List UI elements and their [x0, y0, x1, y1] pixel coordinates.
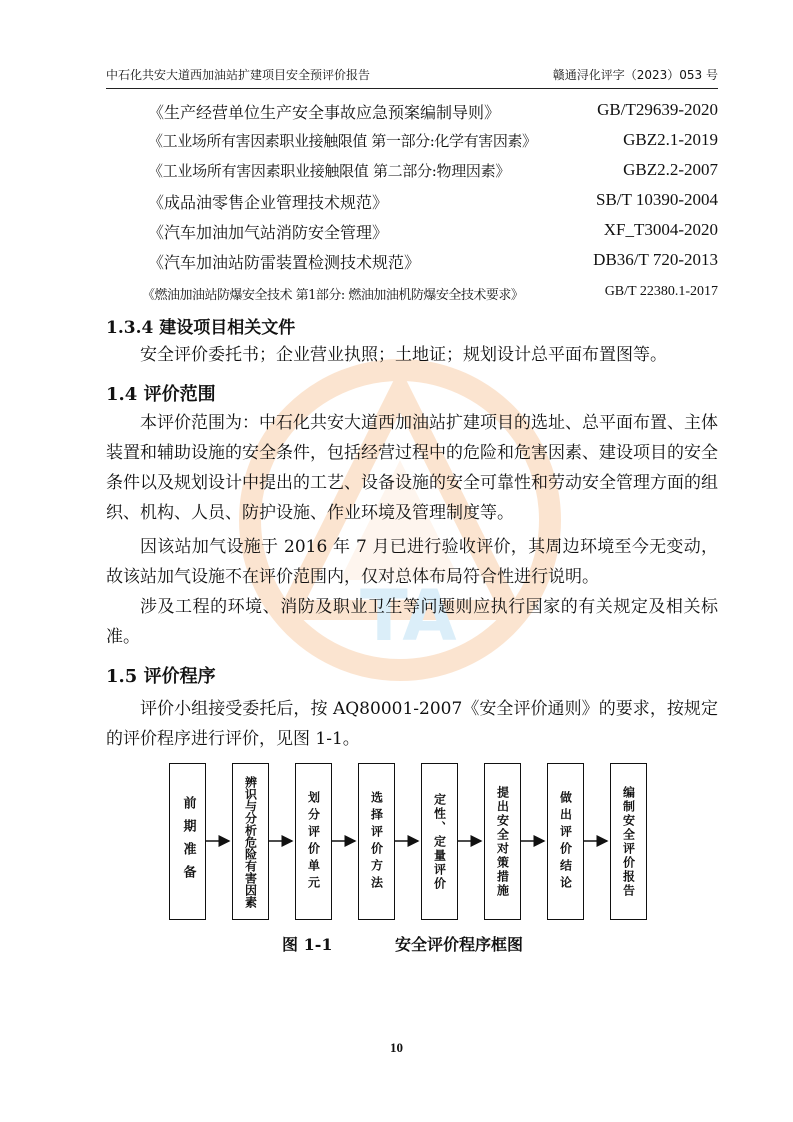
- standard-title: 《工业场所有害因素职业接触限值 第一部分:化学有害因素》: [148, 132, 537, 150]
- flow-step-safety-measures: [484, 763, 521, 920]
- flow-step-hazard-identification: [232, 763, 269, 920]
- standard-code: XF_T3004-2020: [603, 220, 718, 239]
- standard-code: GB/T29639-2020: [597, 100, 718, 119]
- flow-step-compile-report: [610, 763, 647, 920]
- standard-code: GB/T 22380.1-2017: [604, 284, 718, 299]
- figure-caption: 安全评价程序框图: [395, 935, 524, 954]
- standard-title: 《工业场所有害因素职业接触限值 第二部分:物理因素》: [148, 162, 511, 180]
- standard-code: GBZ2.1-2019: [623, 130, 718, 149]
- flow-step-label: 定性、定量评价: [432, 792, 447, 891]
- header-report-title: 中石化共安大道西加油站扩建项目安全预评价报告: [106, 68, 371, 82]
- flow-step-label: 编制安全评价报告: [621, 785, 636, 898]
- standard-title: 《成品油零售企业管理技术规范》: [148, 193, 389, 212]
- standard-row: [148, 130, 718, 158]
- heading-1-5: 1.5 评价程序: [106, 666, 216, 687]
- flow-step-label: 划分评价单元: [306, 790, 321, 893]
- standard-row: [148, 100, 718, 128]
- standard-title: 《汽车加油加气站消防安全管理》: [148, 223, 389, 242]
- standard-code: DB36/T 720-2013: [593, 250, 718, 269]
- standard-code: SB/T 10390-2004: [595, 190, 718, 209]
- standard-title: 《燃油加油站防爆安全技术 第1部分: 燃油加油机防爆安全技术要求》: [142, 288, 524, 303]
- paragraph-scope-1: 本评价范围为：中石化共安大道西加油站扩建项目的选址、总平面布置、主体装置和辅助设施的安全条件，包括经营过程中的危险和危害因素、建设项目的安全条件以及规划设计中提出的工艺、设备设施的安全可靠性和劳动安全管理方面的组织、机构、人员、防护设施、作业环境及管理制度等。: [106, 413, 718, 523]
- svg-text:TA: TA: [360, 575, 457, 657]
- standard-row: [142, 284, 718, 312]
- paragraph-related-files: 安全评价委托书；企业营业执照；土地证；规划设计总平面布置图等。: [140, 345, 667, 365]
- standard-row: [148, 250, 718, 278]
- flow-step-label: 提出安全对策措施: [495, 785, 510, 898]
- standard-code: GBZ2.2-2007: [623, 160, 718, 179]
- standard-title: 《生产经营单位生产安全事故应急预案编制导则》: [148, 103, 501, 122]
- flow-step-label: 做出评价结论: [558, 790, 573, 893]
- paragraph-procedure: 评价小组接受委托后，按 AQ80001-2007《安全评价通则》的要求，按规定的评价程序进行评价，见图 1-1。: [106, 699, 718, 749]
- flow-step-divide-units: [295, 763, 332, 920]
- flow-step-qualitative-quantitative: [421, 763, 458, 920]
- flow-step-prep: [169, 763, 206, 920]
- standard-row: [148, 160, 718, 188]
- flow-step-label: 辨识与分析危险有害因素: [243, 775, 258, 908]
- figure-number: 图 1-1: [282, 935, 333, 954]
- standard-title: 《汽车加油站防雷装置检测技术规范》: [148, 253, 421, 272]
- heading-1-4: 1.4 评价范围: [106, 384, 216, 405]
- flow-step-conclusion: [547, 763, 584, 920]
- heading-1-3-4: 1.3.4 建设项目相关文件: [106, 318, 296, 338]
- paragraph-scope-3: 涉及工程的环境、消防及职业卫生等问题则应执行国家的有关规定及相关标准。: [106, 597, 718, 647]
- page-header: [106, 64, 718, 89]
- flow-step-select-method: [358, 763, 395, 920]
- flow-step-label: 前期准备: [180, 795, 196, 888]
- standard-row: [148, 220, 718, 248]
- page-number: 10: [390, 1040, 403, 1055]
- standard-row: [148, 190, 718, 218]
- header-doc-number: 赣通浔化评字（2023）053 号: [552, 68, 718, 82]
- flow-step-label: 选择评价方法: [369, 790, 384, 893]
- paragraph-scope-2: 因该站加气设施于 2016 年 7 月已进行验收评价，其周边环境至今无变动，故该站加气设施不在评价范围内，仅对总体布局符合性进行说明。: [106, 537, 718, 587]
